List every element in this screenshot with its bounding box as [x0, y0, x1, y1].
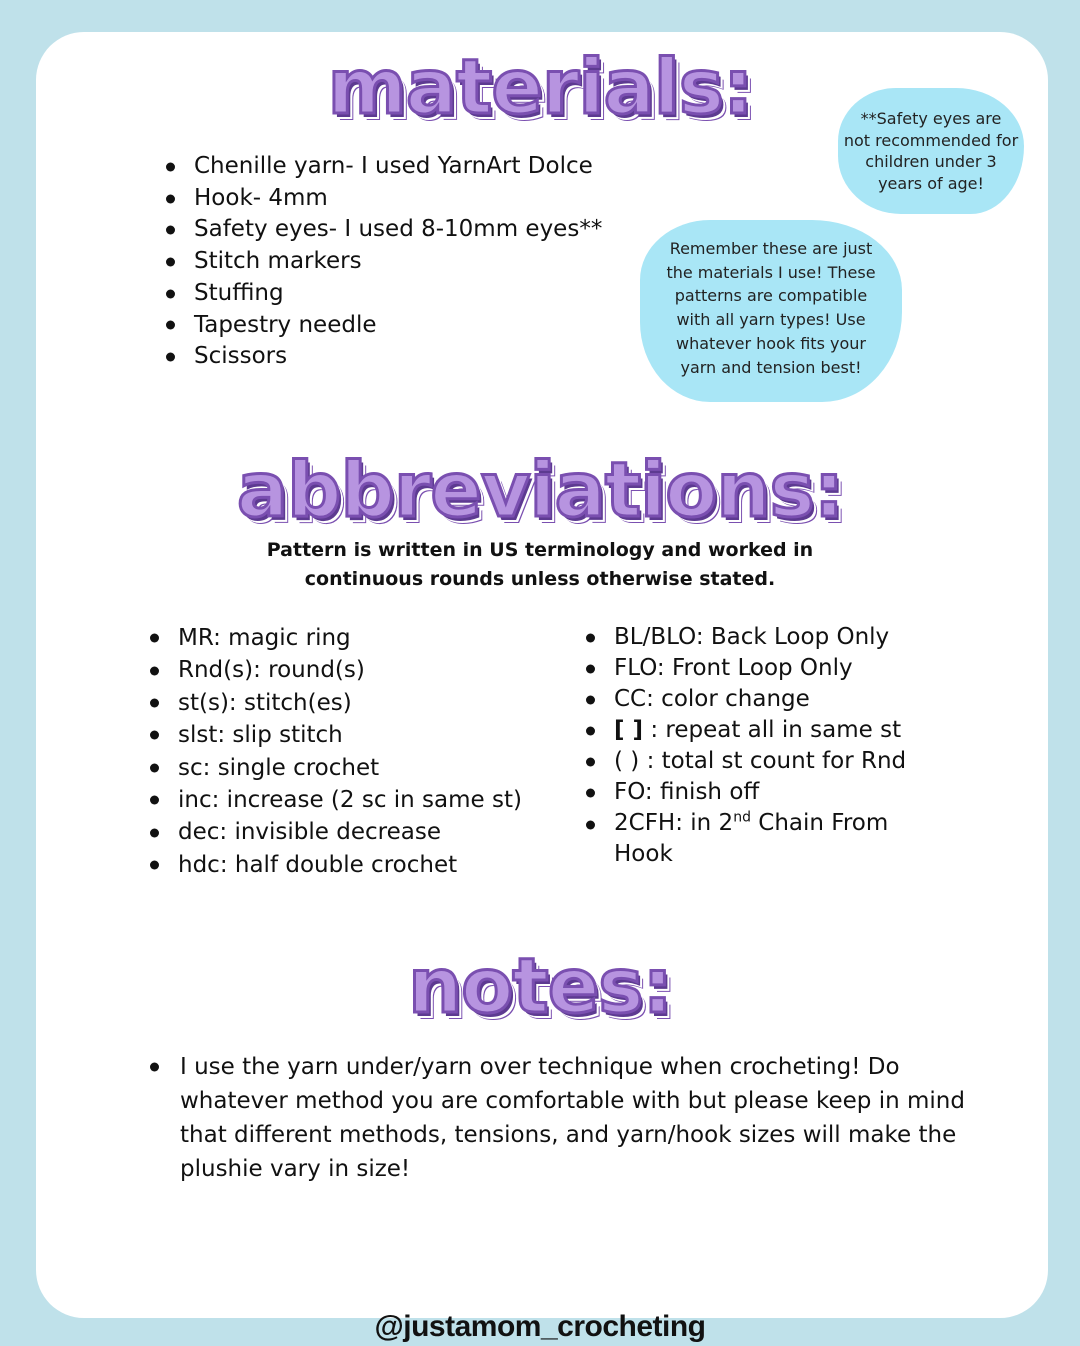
list-item: MR: magic ring: [150, 622, 522, 654]
abbreviations-heading: abbreviations:: [236, 445, 844, 534]
safety-eyes-note-bubble: **Safety eyes are not recommended for children under 3 years of age!: [838, 88, 1024, 214]
abbreviations-left-list: [150, 622, 522, 881]
list-item: Scissors: [166, 341, 602, 373]
materials-heading: materials:: [327, 42, 753, 131]
list-item: hdc: half double crochet: [150, 849, 522, 881]
list-item: FLO: Front Loop Only: [586, 653, 966, 684]
list-item: Hook- 4mm: [166, 183, 602, 215]
terminology-intro: Pattern is written in US terminology and worked in continuous rounds unless otherwise stated.: [266, 539, 814, 590]
list-item: [ ] : repeat all in same st: [586, 715, 966, 746]
list-item: 2CFH: in 2nd Chain From Hook: [586, 808, 966, 870]
list-item: FO: finish off: [586, 777, 966, 808]
list-item: Tapestry needle: [166, 310, 602, 342]
list-item: Safety eyes- I used 8-10mm eyes**: [166, 214, 602, 246]
list-item: st(s): stitch(es): [150, 687, 522, 719]
list-item: slst: slip stitch: [150, 719, 522, 751]
list-item: Stitch markers: [166, 246, 602, 278]
list-item: Chenille yarn- I used YarnArt Dolce: [166, 151, 602, 183]
materials-list: [166, 151, 602, 373]
repeat-bracket: [ ]: [614, 717, 644, 743]
list-item: inc: increase (2 sc in same st): [150, 784, 522, 816]
footer-handle: @justamom_crocheting: [374, 1310, 706, 1343]
list-item: CC: color change: [586, 684, 966, 715]
list-item: Rnd(s): round(s): [150, 654, 522, 686]
list-item: BL/BLO: Back Loop Only: [586, 622, 966, 653]
list-item: ( ) : total st count for Rnd: [586, 746, 966, 777]
list-item: dec: invisible decrease: [150, 816, 522, 848]
list-item: I use the yarn under/yarn over technique when crocheting! Do whatever method you are comfortable with but please keep in mind that different methods, tensions, and yarn/hook sizes will make the plushie vary in size!: [150, 1050, 970, 1186]
notes-list: [150, 1050, 970, 1186]
materials-reminder-bubble: Remember these are just the materials I use! These patterns are compatible with all yarn types! Use whatever hook fits your yarn and tension best!: [640, 220, 902, 402]
list-item: Stuffing: [166, 278, 602, 310]
notes-heading: notes:: [408, 941, 672, 1030]
list-item: sc: single crochet: [150, 752, 522, 784]
abbreviations-right-list: [586, 622, 966, 870]
